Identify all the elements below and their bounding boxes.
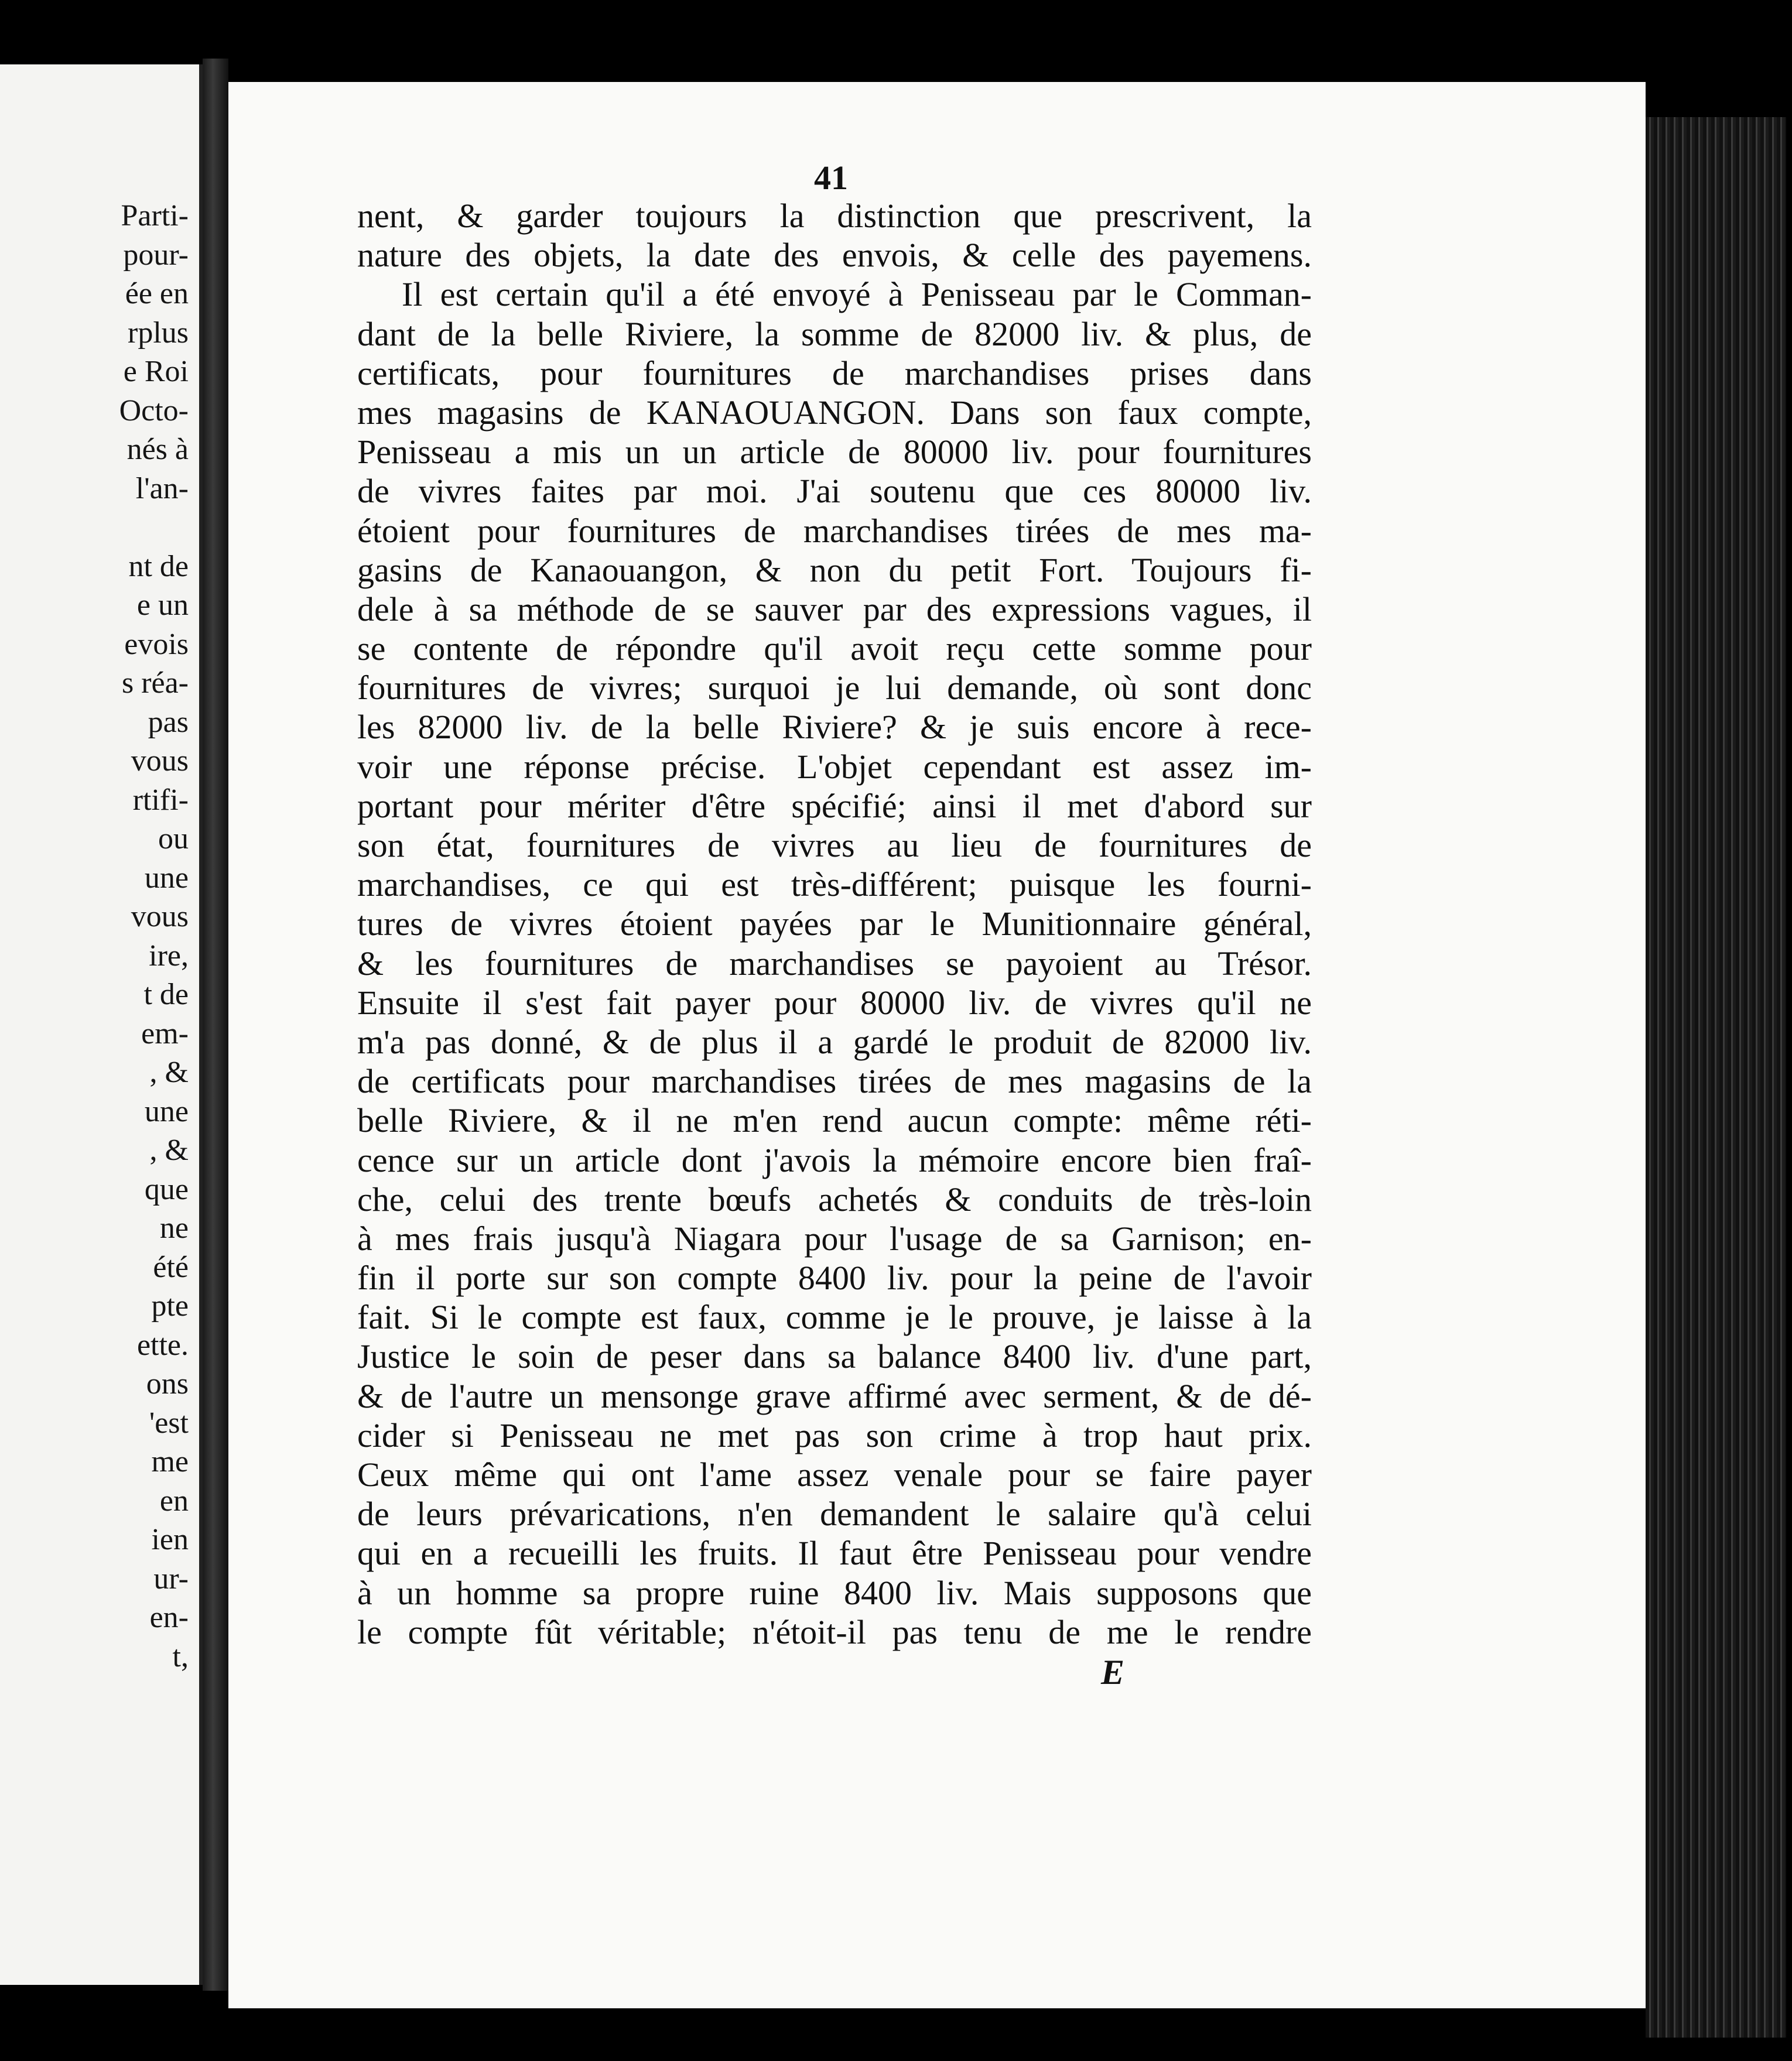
text-line: nent, & garder toujours la distinction que prescrivent, la — [357, 197, 1312, 235]
left-page-fragment: ne — [159, 1211, 189, 1245]
text-line: cence sur un article dont j'avois la mémoire encore bien fraî- — [357, 1141, 1312, 1179]
signature-mark: E — [1101, 1653, 1125, 1692]
left-page-fragment: ons — [146, 1367, 189, 1401]
text-line: tures de vivres étoient payées par le Munitionnaire général, — [357, 905, 1312, 943]
text-line: mes magasins de KANAOUANGON. Dans son faux compte, — [357, 393, 1312, 432]
left-page-fragment: une — [144, 861, 189, 895]
text-line: Penisseau a mis un un article de 80000 liv. pour fournitures — [357, 433, 1312, 471]
left-page-fragment: nés à — [126, 433, 189, 466]
text-line: marchandises, ce qui est très-différent; puisque les fourni- — [357, 865, 1312, 904]
text-line: dele à sa méthode de se sauver par des expressions vagues, il — [357, 590, 1312, 628]
text-line: gasins de Kanaouangon, & non du petit Fort. Toujours fi- — [357, 550, 1312, 589]
text-line: cider si Penisseau ne met pas son crime à trop haut prix. — [357, 1416, 1312, 1454]
text-line: dant de la belle Riviere, la somme de 82000 liv. & plus, de — [357, 314, 1312, 353]
text-line: voir une réponse précise. L'objet cependant est assez im- — [357, 747, 1312, 786]
left-page-fragment: pour- — [123, 238, 189, 272]
text-line: de certificats pour marchandises tirées de mes magasins de la — [357, 1062, 1312, 1101]
page-number: 41 — [814, 159, 848, 197]
left-page-fragment: t, — [172, 1639, 189, 1673]
left-page-fragment: vous — [131, 900, 189, 933]
text-line: belle Riviere, & il ne m'en rend aucun compte: même réti- — [357, 1101, 1312, 1140]
text-line: les 82000 liv. de la belle Riviere? & je suis encore à rece- — [357, 708, 1312, 747]
text-line: de leurs prévarications, n'en demandent le salaire qu'à celui — [357, 1495, 1312, 1533]
left-page-fragment: , & — [149, 1134, 189, 1167]
left-page-fragment: Octo- — [119, 393, 189, 427]
text-line: se contente de répondre qu'il avoit reçu cette somme pour — [357, 629, 1312, 668]
text-line: à un homme sa propre ruine 8400 liv. Mais supposons que — [357, 1573, 1312, 1612]
left-page-fragment: em- — [141, 1016, 189, 1050]
left-page-fragment: vous — [131, 744, 189, 778]
text-line: qui en a recueilli les fruits. Il faut être Penisseau pour vendre — [357, 1534, 1312, 1573]
text-line: fin il porte sur son compte 8400 liv. pour la peine de l'avoir — [357, 1259, 1312, 1297]
left-page — [0, 64, 203, 1985]
text-line: Ensuite il s'est fait payer pour 80000 liv. de vivres qu'il ne — [357, 983, 1312, 1022]
left-page-fragment: que — [144, 1172, 189, 1206]
left-page-fragment: e un — [136, 588, 189, 622]
text-line: portant pour mériter d'être spécifié; ainsi il met d'abord sur — [357, 786, 1312, 825]
left-page-fragment: ée en — [125, 277, 189, 310]
left-page-fragment: pas — [148, 705, 189, 739]
left-page-fragment: ur- — [153, 1562, 189, 1596]
left-page-fragment: rtifi- — [132, 783, 189, 817]
left-page-fragment: 'est — [149, 1406, 189, 1440]
left-page-fragment: , & — [149, 1056, 189, 1089]
text-line: à mes frais jusqu'à Niagara pour l'usage de sa Garnison; en- — [357, 1219, 1312, 1258]
text-line: certificats, pour fournitures de marchandises prises dans — [357, 354, 1312, 392]
text-line: che, celui des trente bœufs achetés & conduits de très-loin — [357, 1180, 1312, 1218]
left-page-fragment: été — [153, 1250, 189, 1284]
left-page-fragment: rplus — [128, 316, 189, 350]
left-page-fragment: t de — [143, 978, 189, 1011]
text-line: fournitures de vivres; surquoi je lui demande, où sont donc — [357, 669, 1312, 707]
left-page-fragment: ou — [158, 822, 189, 855]
left-page-fragment: en- — [149, 1601, 189, 1634]
text-line: & de l'autre un mensonge grave affirmé avec serment, & de dé- — [357, 1377, 1312, 1415]
left-page-fragment: ien — [151, 1523, 189, 1556]
left-page-fragment: une — [144, 1094, 189, 1128]
left-page-fragment: ire, — [149, 939, 189, 973]
left-page-fragment: l'an- — [135, 471, 189, 505]
text-line: nature des objets, la date des envois, & celle des payemens. — [357, 236, 1312, 275]
text-line: son état, fournitures de vivres au lieu de fournitures de — [357, 826, 1312, 864]
text-line: de vivres faites par moi. J'ai soutenu que ces 80000 liv. — [357, 472, 1312, 511]
left-page-fragment: pte — [151, 1289, 189, 1323]
body-text — [357, 196, 1312, 1652]
left-page-fragment: Parti- — [121, 199, 189, 232]
left-page-fragment: en — [159, 1484, 189, 1518]
left-page-fragment: ette. — [136, 1328, 189, 1362]
text-line: Justice le soin de peser dans sa balance 8400 liv. d'une part, — [357, 1337, 1312, 1376]
left-page-fragment: evois — [124, 627, 189, 661]
text-line: étoient pour fournitures de marchandises tirées de mes ma- — [357, 511, 1312, 550]
left-page-fragment: nt de — [128, 549, 189, 583]
book-gutter — [203, 59, 228, 1991]
text-line: & les fournitures de marchandises se payoient au Trésor. — [357, 944, 1312, 982]
text-line: le compte fût véritable; n'étoit-il pas tenu de me le rendre — [357, 1612, 1312, 1651]
text-line: Il est certain qu'il a été envoyé à Penisseau par le Comman- — [402, 275, 1312, 314]
left-page-fragment: me — [151, 1445, 189, 1478]
text-line: Ceux même qui ont l'ame assez venale pour se faire payer — [357, 1456, 1312, 1494]
text-line: m'a pas donné, & de plus il a gardé le produit de 82000 liv. — [357, 1022, 1312, 1061]
page-edge-stack — [1646, 117, 1786, 2038]
left-page-fragment: s réa- — [121, 666, 189, 700]
left-page-fragment: e Roi — [123, 355, 189, 388]
text-line: fait. Si le compte est faux, comme je le prouve, je laisse à la — [357, 1298, 1312, 1337]
